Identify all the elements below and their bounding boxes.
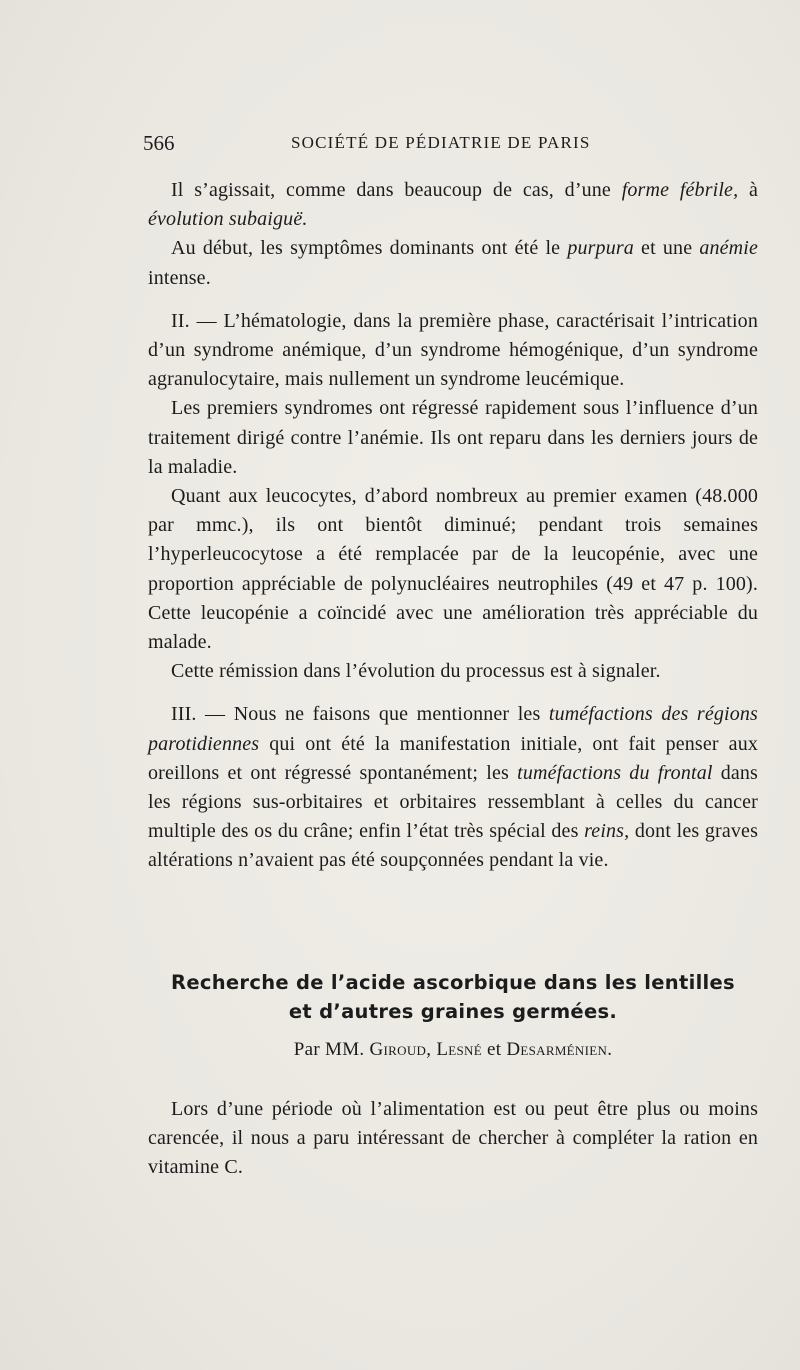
emphasis-frontal: tuméfactions du frontal bbox=[517, 761, 713, 784]
journal-title: SOCIÉTÉ DE PÉDIATRIE DE PARIS bbox=[291, 133, 591, 152]
body-text bbox=[148, 176, 758, 876]
emphasis-kidneys: reins, bbox=[584, 820, 630, 843]
author-giroud: Giroud bbox=[369, 1039, 427, 1060]
article-authors: Par MM. Giroud, Lesné et Desarménien. bbox=[293, 1039, 613, 1060]
emphasis-febrile: forme fébrile, bbox=[621, 179, 739, 201]
paragraph-symptoms: Au début, les symptômes dominants ont été le purpura et une anémie intense. bbox=[148, 237, 758, 289]
author-lesne: Lesné bbox=[436, 1039, 482, 1060]
page-number: 566 bbox=[143, 131, 175, 155]
paragraph-fever-form: Il s’agissait, comme dans beaucoup de cas, d’une forme fébrile, à évolution subaiguë. bbox=[148, 179, 758, 231]
article-title-line-1: Recherche de l’acide ascorbique dans les lentilles bbox=[171, 971, 735, 994]
paragraph-hematology: II. — L’hématologie, dans la première phase, caractérisait l’intrication d’un syndrome anémique, d’un syndrome hémogénique, d’un syndrome agranulocytaire, mais nullement un syndrome leucémique. bbox=[148, 309, 758, 391]
paragraph-leukocytes: Quant aux leucocytes, d’abord nombreux au premier examen (48.000 par mmc.), ils ont bientôt diminué; pendant trois semaines l’hyperleucocytose a été remplacée par de la leucopénie, avec une proportion appréciable de polynucléaires neutrophiles (49 et 47 p. 100). Cette leucopénie a coïncidé avec une amélioration très appréciable du malade. bbox=[148, 485, 758, 654]
emphasis-parotid: tuméfactions des régions parotidiennes bbox=[148, 703, 758, 755]
emphasis-purpura: purpura bbox=[567, 237, 634, 260]
paragraph-tumefactions: III. — Nous ne faisons que mentionner les tuméfactions des régions parotidiennes qui ont été la manifestation initiale, ont fait penser aux oreillons et ont régressé spontanément; les tuméfactions du frontal dans les régions sus-orbitaires et orbitaires ressemblant à celles du cancer multiple des os du crâne; enfin l’état très spécial des reins, dont les graves altérations n’avaient pas été soupçonnées pendant la vie. bbox=[148, 703, 759, 872]
article-title-line-2: et d’autres graines germées. bbox=[288, 1000, 618, 1023]
article-title bbox=[148, 968, 758, 1026]
emphasis-subacute: évolution subaiguë. bbox=[148, 208, 308, 231]
running-head bbox=[143, 131, 763, 157]
emphasis-anemia: anémie bbox=[699, 237, 758, 260]
paragraph-intro: Lors d’une période où l’alimentation est ou peut être plus ou moins carencée, il nous a paru intéressant de chercher à compléter la ration en vitamine C. bbox=[148, 1098, 758, 1179]
paragraph-remission: Cette rémission dans l’évolution du processus est à signaler. bbox=[171, 660, 661, 683]
paragraph-syndromes: Les premiers syndromes ont régressé rapidement sous l’influence d’un traitement dirigé contre l’anémie. Ils ont reparu dans les derniers jours de la maladie. bbox=[148, 397, 758, 478]
article-intro bbox=[148, 1095, 758, 1183]
author-desarmenien: Desarménien bbox=[506, 1039, 608, 1060]
